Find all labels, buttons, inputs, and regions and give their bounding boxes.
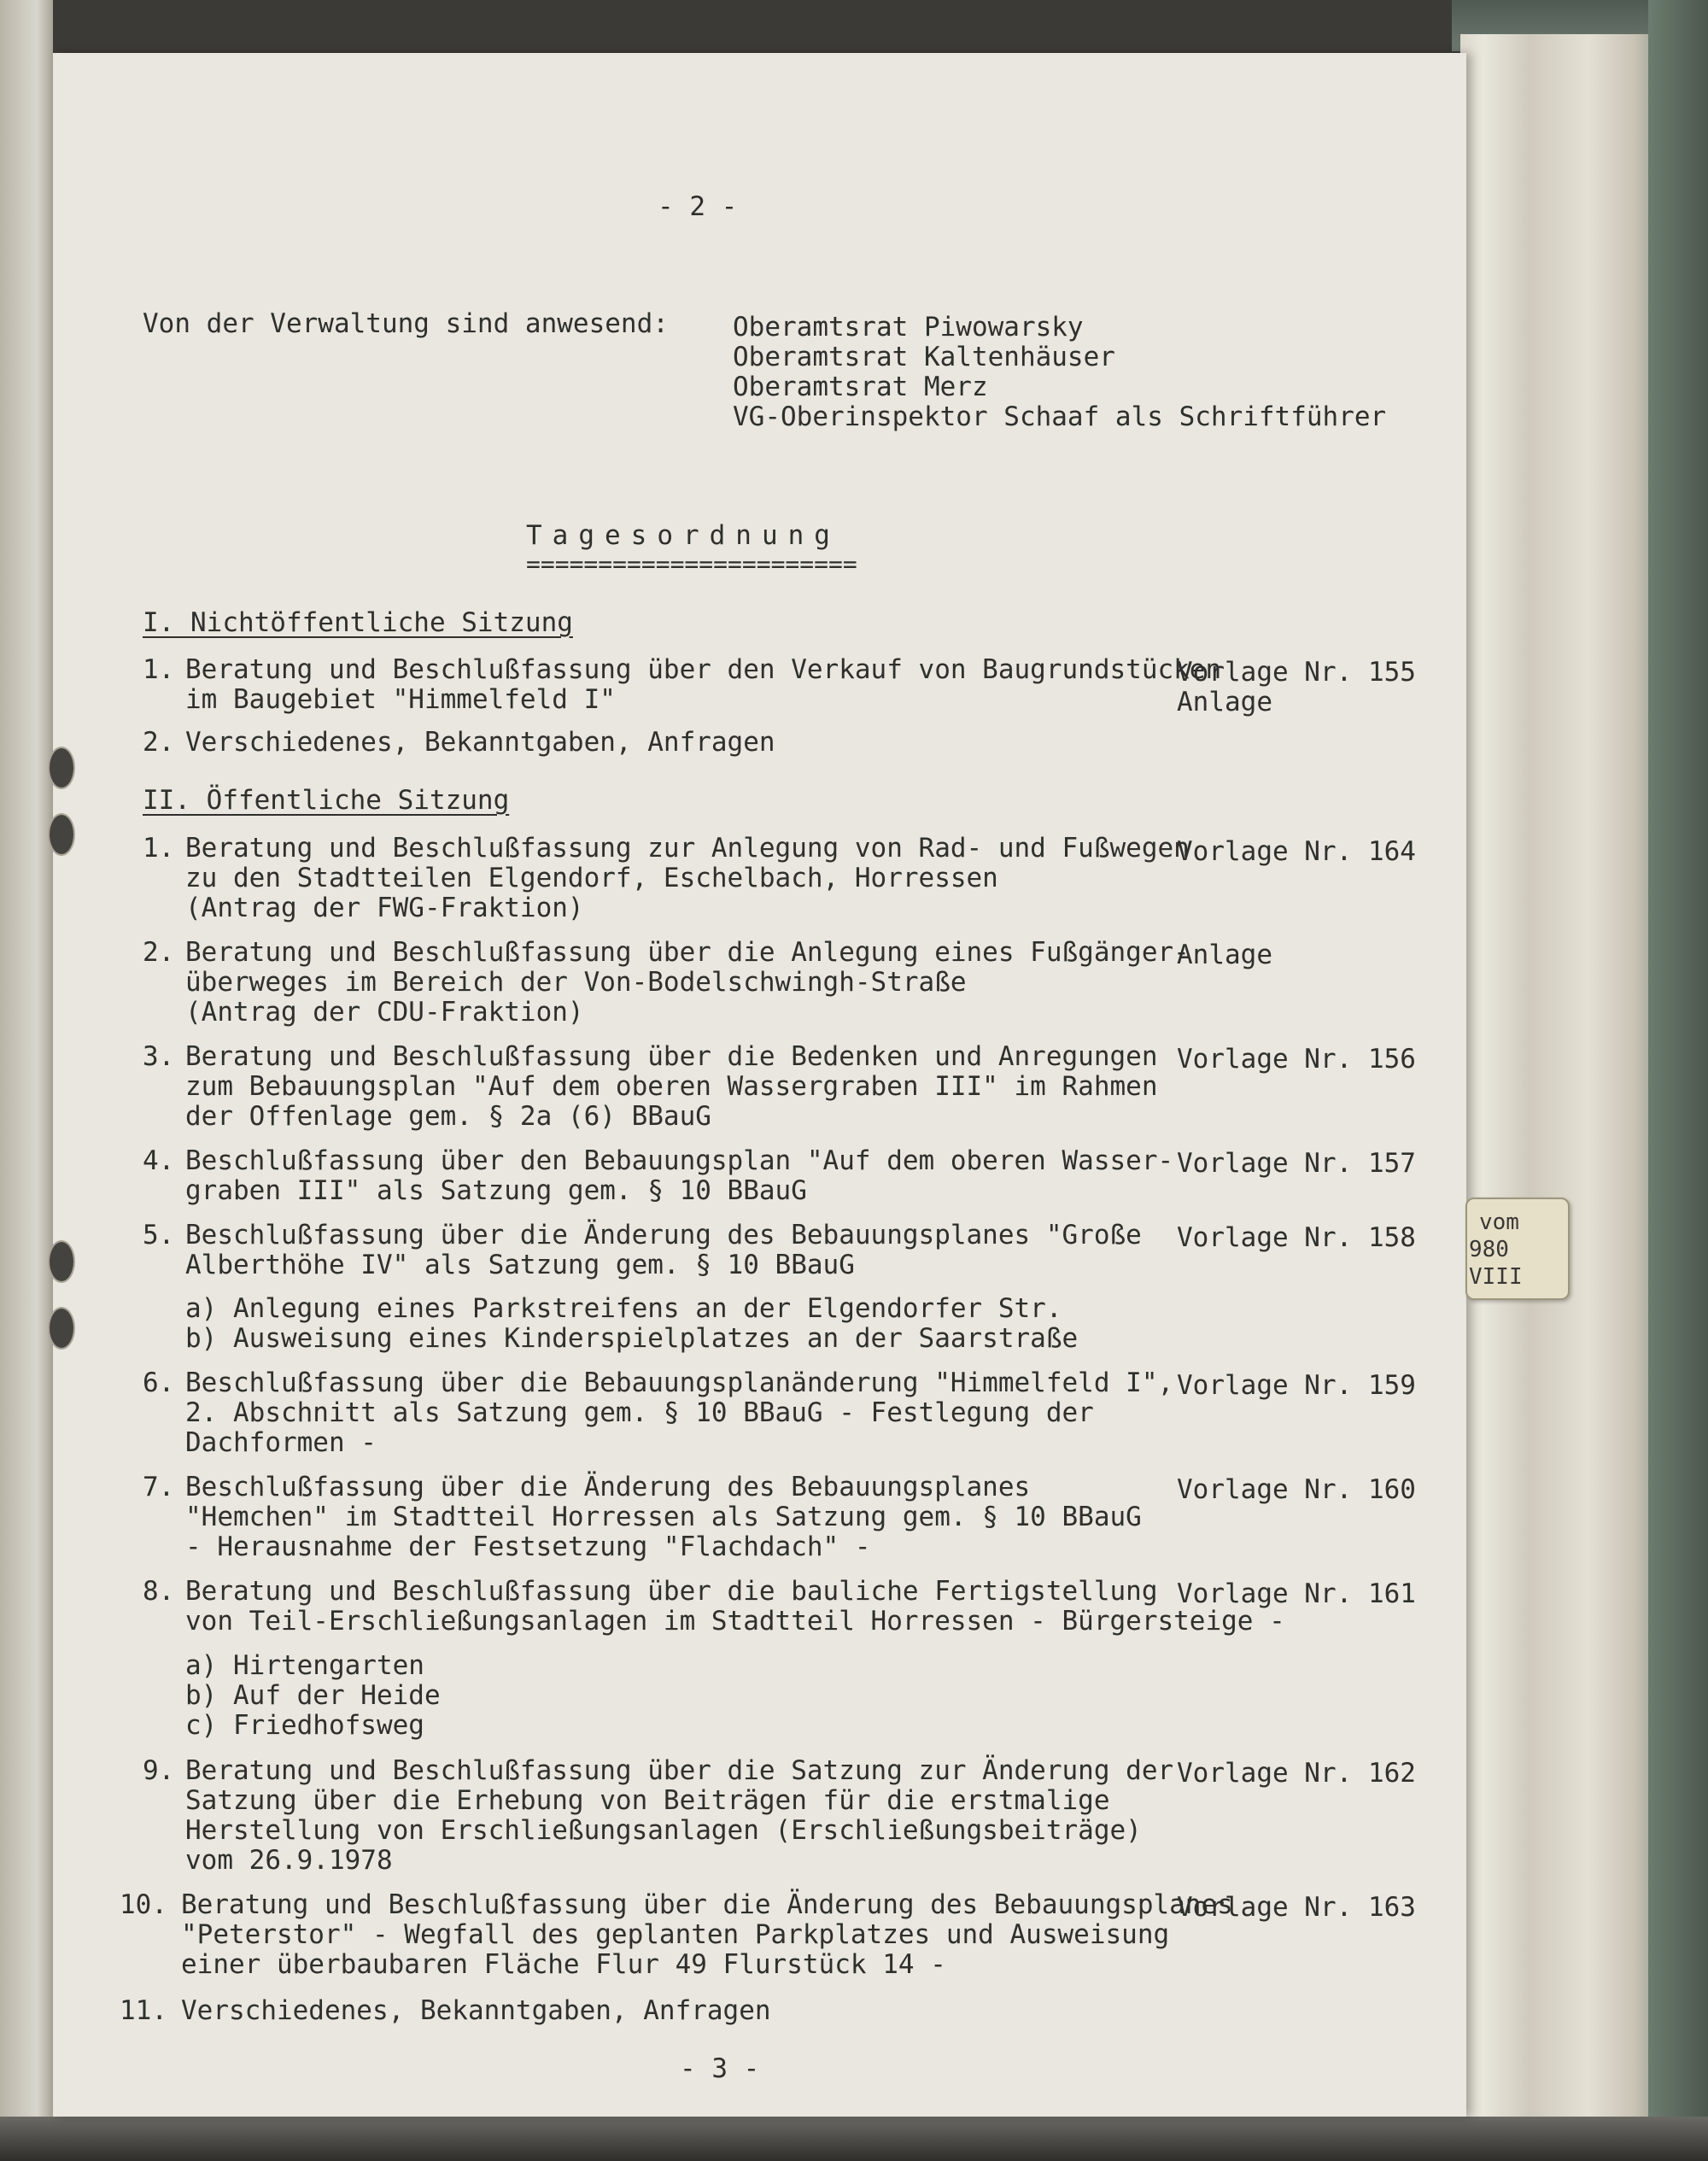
tab-label-line: 980	[1469, 1237, 1509, 1262]
agenda-subitem: c) Friedhofsweg	[185, 1710, 424, 1741]
index-tab-label	[1465, 1198, 1570, 1300]
agenda-item-text: Beschlußfassung über den Bebauungsplan "Auf dem oberen Wasser-	[185, 1145, 1174, 1176]
agenda-item-ref: Vorlage Nr. 164	[1177, 836, 1416, 867]
agenda-item-text: von Teil-Erschließungsanlagen im Stadtteil Horressen - Bürgersteige -	[185, 1606, 1285, 1637]
agenda-item-text: der Offenlage gem. § 2a (6) BBauG	[185, 1101, 711, 1132]
agenda-item-number: 8.	[143, 1576, 175, 1607]
agenda-item-text: "Peterstor" - Wegfall des geplanten Parkplatzes und Ausweisung	[181, 1919, 1170, 1950]
agenda-item-ref: Vorlage Nr. 162	[1177, 1758, 1416, 1789]
agenda-item-ref: Vorlage Nr. 156	[1177, 1044, 1416, 1075]
agenda-item-number: 2.	[143, 937, 175, 968]
agenda-item-text: Verschiedenes, Bekanntgaben, Anfragen	[185, 727, 775, 758]
punch-hole	[48, 747, 75, 789]
agenda-item-text: graben III" als Satzung gem. § 10 BBauG	[185, 1175, 807, 1206]
section-heading-public: II. Öffentliche Sitzung	[143, 785, 510, 816]
agenda-item-ref: Vorlage Nr. 158	[1177, 1222, 1416, 1253]
section-heading-nonpublic: I. Nichtöffentliche Sitzung	[143, 607, 573, 638]
agenda-item-text: zu den Stadtteilen Elgendorf, Eschelbach, Horressen	[185, 863, 998, 893]
agenda-item-text: im Baugebiet "Himmelfeld I"	[185, 684, 616, 715]
agenda-item-ref: Vorlage Nr. 159	[1177, 1370, 1416, 1401]
agenda-item-number: 4.	[143, 1145, 175, 1176]
agenda-item-number: 9.	[143, 1755, 175, 1786]
agenda-item-text: zum Bebauungsplan "Auf dem oberen Wassergraben III" im Rahmen	[185, 1071, 1158, 1102]
agenda-item-text: (Antrag der FWG-Fraktion)	[185, 893, 584, 923]
agenda-item-ref: Vorlage Nr. 155	[1177, 657, 1416, 688]
attendance-name: Oberamtsrat Piwowarsky	[733, 312, 1084, 343]
agenda-item-ref: Anlage	[1177, 687, 1272, 717]
agenda-item-text: Beratung und Beschlußfassung über den Verkauf von Baugrundstücken	[185, 654, 1222, 685]
agenda-item-text: - Herausnahme der Festsetzung "Flachdach" -	[185, 1531, 871, 1562]
agenda-item-number: 1.	[143, 654, 175, 685]
agenda-item-ref: Vorlage Nr. 160	[1177, 1474, 1416, 1505]
agenda-item-text: Beratung und Beschlußfassung zur Anlegung von Rad- und Fußwegen	[185, 833, 1190, 864]
punch-hole	[48, 1240, 75, 1283]
agenda-item-number: 7.	[143, 1472, 175, 1502]
scan-bottom-edge	[0, 2117, 1708, 2161]
agenda-item-text: Beratung und Beschlußfassung über die Anlegung eines Fußgänger-	[185, 937, 1190, 968]
agenda-item-text: Alberthöhe IV" als Satzung gem. § 10 BBauG	[185, 1250, 855, 1280]
page-number-top: - 2 -	[658, 191, 738, 222]
tab-label-line: vom	[1479, 1209, 1519, 1235]
agenda-item-ref: Vorlage Nr. 161	[1177, 1578, 1416, 1609]
agenda-title-rule: =======================	[526, 550, 857, 578]
agenda-item-text: Beschlußfassung über die Bebauungsplanänderung "Himmelfeld I",	[185, 1367, 1174, 1398]
agenda-item-text: Beschlußfassung über die Änderung des Bebauungsplanes	[185, 1472, 1031, 1502]
agenda-item-number: 6.	[143, 1367, 175, 1398]
agenda-item-number: 1.	[143, 833, 175, 864]
attendance-label: Von der Verwaltung sind anwesend:	[143, 308, 669, 339]
agenda-item-text: einer überbaubaren Fläche Flur 49 Flurstück 14 -	[181, 1949, 946, 1980]
agenda-item-number: 3.	[143, 1041, 175, 1072]
agenda-item-number: 5.	[143, 1220, 175, 1250]
agenda-item-text: Herstellung von Erschließungsanlagen (Erschließungsbeiträge)	[185, 1815, 1142, 1846]
attendance-name: Oberamtsrat Merz	[733, 372, 988, 402]
agenda-title: Tagesordnung	[526, 520, 840, 551]
agenda-item-number: 11.	[120, 1995, 167, 2026]
punch-hole	[48, 1307, 75, 1350]
attendance-name: Oberamtsrat Kaltenhäuser	[733, 342, 1115, 372]
agenda-item-text: Satzung über die Erhebung von Beiträgen für die erstmalige	[185, 1785, 1110, 1816]
agenda-subitem: a) Hirtengarten	[185, 1650, 424, 1681]
agenda-subitem: a) Anlegung eines Parkstreifens an der Elgendorfer Str.	[185, 1293, 1062, 1324]
agenda-item-ref: Vorlage Nr. 157	[1177, 1148, 1416, 1179]
agenda-item-text: Verschiedenes, Bekanntgaben, Anfragen	[181, 1995, 771, 2026]
agenda-item-number: 2.	[143, 727, 175, 758]
agenda-subitem: b) Auf der Heide	[185, 1680, 441, 1711]
binder-cover-right	[1648, 0, 1708, 2161]
agenda-item-text: überweges im Bereich der Von-Bodelschwingh-Straße	[185, 967, 967, 998]
agenda-item-text: Beratung und Beschlußfassung über die bauliche Fertigstellung	[185, 1576, 1158, 1607]
agenda-item-text: Beratung und Beschlußfassung über die Satzung zur Änderung der	[185, 1755, 1174, 1786]
agenda-item-ref: Anlage	[1177, 940, 1272, 970]
agenda-item-text: Dachformen -	[185, 1427, 377, 1458]
agenda-item-text: Beratung und Beschlußfassung über die Bedenken und Anregungen	[185, 1041, 1158, 1072]
agenda-subitem: b) Ausweisung eines Kinderspielplatzes an der Saarstraße	[185, 1323, 1079, 1354]
agenda-item-text: Beschlußfassung über die Änderung des Bebauungsplanes "Große	[185, 1220, 1142, 1250]
agenda-item-text: (Antrag der CDU-Fraktion)	[185, 997, 584, 1028]
attendance-name: VG-Oberinspektor Schaaf als Schriftführer	[733, 401, 1387, 432]
agenda-item-text: 2. Abschnitt als Satzung gem. § 10 BBauG - Festlegung der	[185, 1397, 1094, 1428]
page-number-bottom: - 3 -	[680, 2053, 760, 2084]
binder-left-edge	[0, 0, 53, 2161]
agenda-item-text: vom 26.9.1978	[185, 1845, 393, 1876]
agenda-item-text: Beratung und Beschlußfassung über die Änderung des Bebauungsplanes	[181, 1889, 1233, 1920]
punch-hole	[48, 813, 75, 856]
tab-label-line: VIII	[1469, 1264, 1523, 1290]
agenda-item-ref: Vorlage Nr. 163	[1177, 1892, 1416, 1923]
agenda-item-number: 10.	[120, 1889, 167, 1920]
agenda-item-text: "Hemchen" im Stadtteil Horressen als Satzung gem. § 10 BBauG	[185, 1502, 1142, 1532]
